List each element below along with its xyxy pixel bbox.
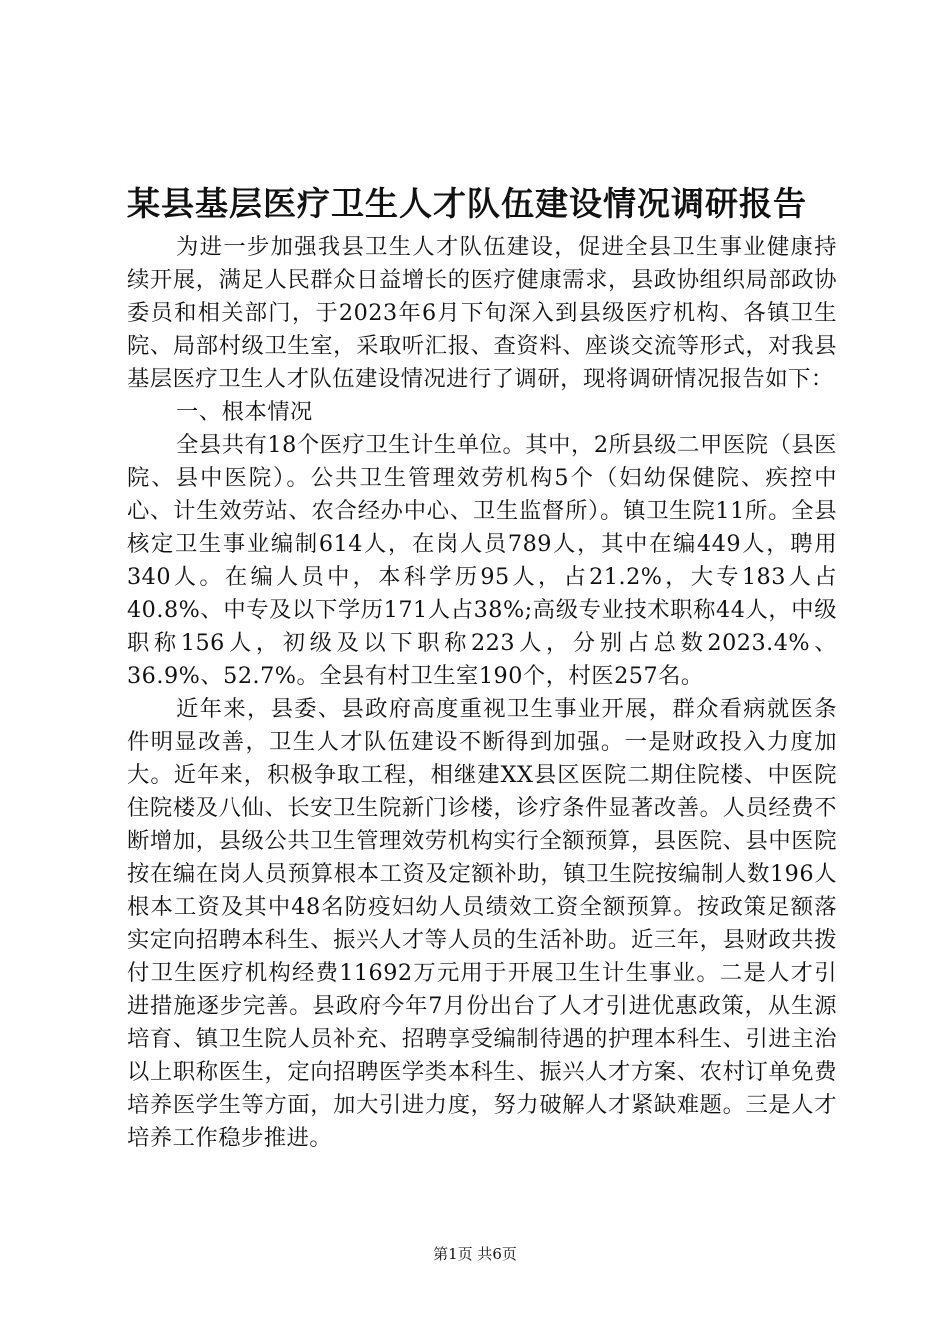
section-heading-basic-situation: 一、根本情况: [176, 399, 313, 425]
recent-years-paragraph: 近年来，县委、县政府高度重视卫生事业开展，群众看病就医条件明显改善，卫生人才队伍建设不断得到加强。一是财政投入力度加大。近年来，积极争取工程，相继建XX县区医院二期住院楼、中医院住院楼及八仙、长安卫生院新门诊楼，诊疗条件显著改善。人员经费不断增加，县级公共卫生管理效劳机构实行全额预算，县医院、县中医院按在编在岗人员预算根本工资及定额补助，镇卫生院按编制人数196人根本工资及其中48名防疫妇幼人员绩效工资全额预算。按政策足额落实定向招聘本科生、振兴人才等人员的生活补助。近三年，县财政共拨付卫生医疗机构经费11692万元用于开展卫生计生事业。二是人才引进措施逐步完善。县政府今年7月份出台了人才引进优惠政策，从生源培育、镇卫生院人员补充、招聘享受编制待遇的护理本科生、引进主治以上职称医生，定向招聘医学类本科生、振兴人才方案、农村订单免费培养医学生等方面，加大引进力度，努力破解人才紧缺难题。三是人才培养工作稳步推进。: [127, 696, 837, 1151]
document-title: 某县基层医疗卫生人才队伍建设情况调研报告: [127, 184, 807, 223]
page-number-footer: 第1页 共6页: [433, 1245, 517, 1263]
intro-paragraph: 为进一步加强我县卫生人才队伍建设，促进全县卫生事业健康持续开展，满足人民群众日益增长的医疗健康需求，县政协组织局部政协委员和相关部门，于2023年6月下旬深入到县级医疗机构、各镇卫生院、局部村级卫生室，采取听汇报、查资料、座谈交流等形式，对我县基层医疗卫生人才队伍建设情况进行了调研，现将调研情况报告如下：: [127, 234, 837, 392]
basic-situation-paragraph: 全县共有18个医疗卫生计生单位。其中，2所县级二甲医院（县医院、县中医院）。公共卫生管理效劳机构5个（妇幼保健院、疾控中心、计生效劳站、农合经办中心、卫生监督所）。镇卫生院11所。全县核定卫生事业编制614人，在岗人员789人，其中在编449人，聘用340人。在编人员中，本科学历95人，占21.2%，大专183人占40.8%、中专及以下学历171人占38%;高级专业技术职称44人，中级职称156人，初级及以下职称223人，分别占总数2023.4%、36.9%、52.7%。全县有村卫生室190个，村医257名。: [127, 432, 837, 689]
document-body: [127, 231, 837, 1155]
